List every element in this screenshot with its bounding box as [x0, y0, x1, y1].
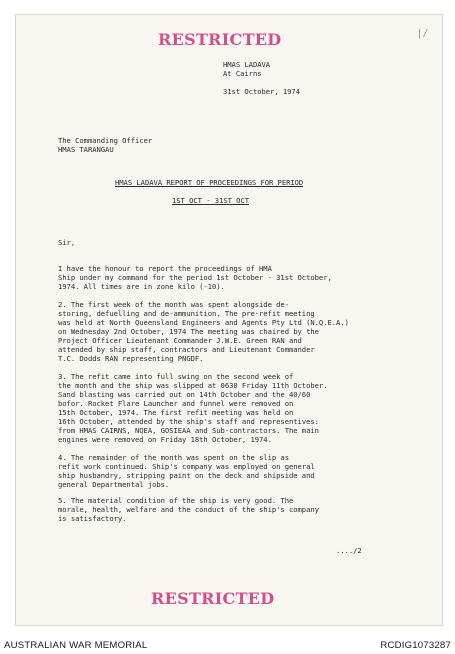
paragraph-2-line: attended by ship staff, contractors and Lieutenant Commander [58, 345, 315, 354]
paragraph-2-line: was held at North Queensland Engineers and Agents Pty Ltd (N.Q.E.A.) [58, 318, 349, 327]
paragraph-3-line: from HMAS CAIRNS, NQEA, GOSIEAA and Sub-contractors. The main [58, 426, 319, 435]
report-title: HMAS LADAVA REPORT OF PROCEEDINGS FOR PERIOD [115, 178, 304, 187]
recipient-line-2: HMAS TARANGAU [58, 145, 114, 154]
paragraph-5-line: is satisfactory. [58, 514, 127, 523]
page-mark: | / [418, 29, 427, 39]
paragraph-4-line: general Departmental jobs. [58, 480, 170, 489]
paragraph-3-line: engines were removed on Friday 18th October, 1974. [58, 435, 272, 444]
paragraph-1-line: 1974. All times are in zone kilo (-10). [58, 282, 225, 291]
paragraph-3-line: the month and the ship was slipped at 0630 Friday 11th October. [58, 381, 328, 390]
report-period: 1ST OCT - 31ST OCT [172, 196, 249, 205]
paragraph-3-line: 16th October, attended by the ship's staff and representives: [58, 417, 319, 426]
footer-record-id: RCDIG1073287 [380, 640, 451, 651]
letter-date: 31st October, 1974 [223, 87, 300, 96]
sender-line-2: At Cairns [223, 69, 262, 78]
paragraph-2-line: on Wednesday 2nd October, 1974 The meeting was chaired by the [58, 327, 319, 336]
restricted-stamp-top: RESTRICTED [158, 30, 282, 49]
paragraph-3-line: 3. The refit came into full swing on the second week of [58, 372, 294, 381]
paragraph-3-line: 15th October, 1974. The first refit meeting was held on [58, 408, 294, 417]
footer-institution: AUSTRALIAN WAR MEMORIAL [4, 640, 148, 651]
paragraph-4-line: 4. The remainder of the month was spent on the slip as [58, 453, 289, 462]
paragraph-4-line: ship husbandry, stripping paint on the deck and shipside and [58, 471, 315, 480]
paragraph-3-line: Sand blasting was carried out on 14th October and the 40/60 [58, 390, 311, 399]
paragraph-5-line: morale, health, welfare and the conduct of the ship's company [58, 505, 319, 514]
recipient-line-1: The Commanding Officer [58, 136, 153, 145]
salutation: Sir, [58, 238, 76, 247]
paragraph-2-line: T.C. Dodds RAN representing PNGDF. [58, 354, 204, 363]
sender-line-1: HMAS LADAVA [223, 60, 271, 69]
paragraph-5-line: 5. The material condition of the ship is very good. The [58, 496, 294, 505]
restricted-stamp-bottom: RESTRICTED [151, 589, 275, 608]
paragraph-2-line: Project Officer Lieutenant Commander J.W.E. Green RAN and [58, 336, 302, 345]
paragraph-1-line: Ship under my command for the period 1st October - 31st October, [58, 273, 332, 282]
paragraph-4-line: refit work continued. Ship's company was employed on general [58, 462, 315, 471]
paragraph-1-line: I have the honour to report the proceedings of HMA [58, 264, 272, 273]
continuation-marker: ..../2 [336, 546, 362, 555]
paragraph-2-line: storing, defuelling and de-ammunition. The pre-refit meeting [58, 309, 315, 318]
paragraph-2-line: 2. The first week of the month was spent alongside de- [58, 300, 289, 309]
paragraph-3-line: bofor. Rocket Flare Launcher and funnel were removed on [58, 399, 294, 408]
